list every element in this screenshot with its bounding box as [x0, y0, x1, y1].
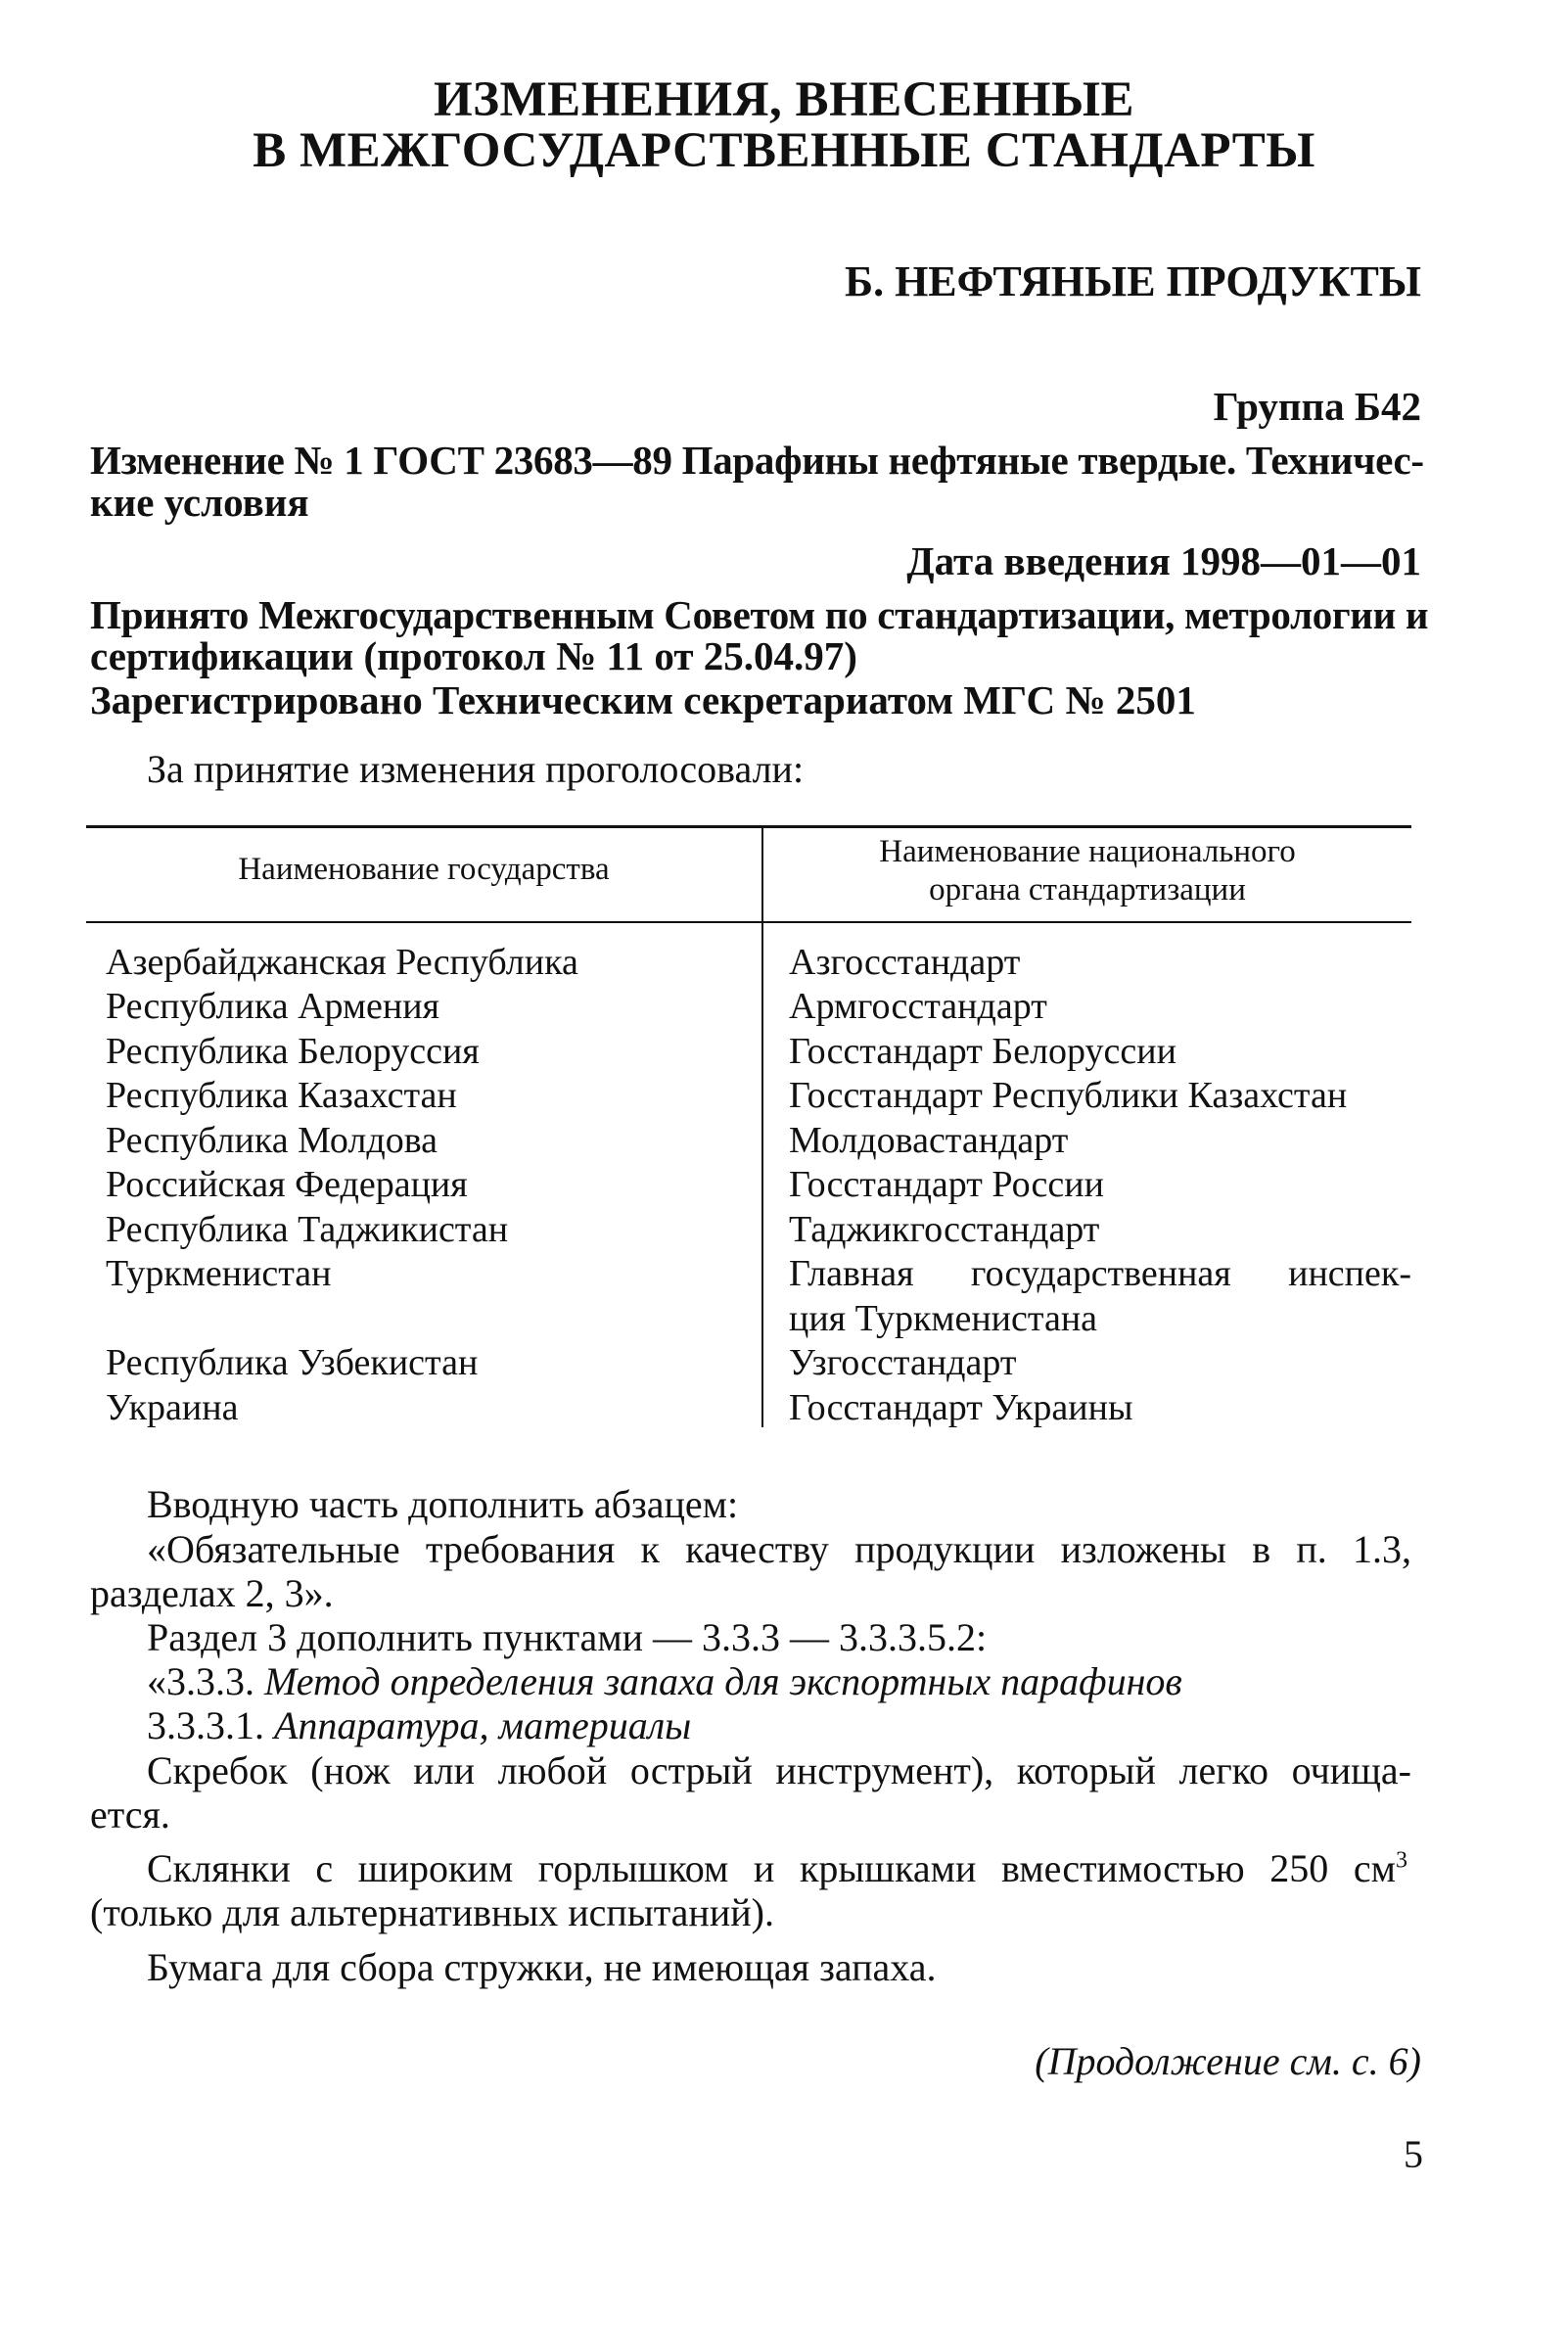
table-row-body: ция Туркменистана — [789, 1298, 1098, 1339]
table-row-body: Армгосстандарт — [789, 986, 1047, 1027]
table-row-body: Госстандарт Белоруссии — [789, 1031, 1176, 1072]
table-row-state: Российская Федерация — [106, 1164, 468, 1205]
clause-3-3-3 — [147, 1659, 1182, 1704]
table-row-state: Украина — [106, 1387, 239, 1428]
paragraph-jars-line2: (только для альтернативных испытаний). — [90, 1890, 774, 1934]
superscript-3: 3 — [1396, 1847, 1407, 1874]
table-header-state: Наименование государства — [238, 852, 610, 887]
document-title-line1: ИЗМЕНЕНИЯ, ВНЕСЕННЫЕ — [433, 72, 1135, 127]
table-row-body: Молдовастандарт — [789, 1120, 1069, 1161]
paragraph-intro-addition: Вводную часть дополнить абзацем: — [147, 1482, 739, 1526]
page-number: 5 — [1404, 2132, 1423, 2176]
group-code: Группа Б42 — [1213, 384, 1421, 429]
change-title-line2: кие условия — [90, 480, 309, 525]
table-row-body: Узгосстандарт — [789, 1342, 1017, 1383]
paragraph-jars-line1 — [147, 1846, 1411, 1891]
table-row-body: Госстандарт Республики Казахстан — [789, 1075, 1348, 1116]
clause-number: «3.3.3. — [147, 1659, 264, 1703]
registration-note: Зарегистрировано Техническим секретариатом МГС № 2501 — [90, 677, 1196, 722]
table-row-body: Таджикгосстандарт — [789, 1209, 1100, 1250]
voting-intro: За принятие изменения проголосовали: — [147, 747, 805, 791]
table-header-rule — [86, 921, 1411, 923]
adopted-line2: сертификации (протокол № 11 от 25.04.97) — [90, 633, 857, 678]
table-row-state: Республика Молдова — [106, 1120, 438, 1161]
table-row-state: Республика Армения — [106, 986, 440, 1027]
change-title-line1: Изменение № 1 ГОСТ 23683—89 Парафины нефтяные твердые. Техничес- — [90, 438, 1424, 483]
table-row-state: Республика Казахстан — [106, 1075, 457, 1116]
clause-3-3-3-1 — [147, 1703, 691, 1748]
table-header-body-line2: органа стандартизации — [929, 872, 1246, 907]
table-header-body-line1: Наименование национального — [879, 834, 1296, 869]
paragraph-scraper-line2: ется. — [90, 1792, 170, 1837]
jars-text: Склянки с широким горлышком и крышками вместимостью 250 см — [147, 1846, 1396, 1890]
table-row-body: Госстандарт Украины — [789, 1387, 1133, 1428]
paragraph-scraper-line1: Скребок (нож или любой острый инструмент), который легко очища- — [147, 1748, 1411, 1792]
clause-number: 3.3.3.1. — [147, 1703, 274, 1747]
section-heading: Б. НЕФТЯНЫЕ ПРОДУКТЫ — [844, 257, 1421, 305]
continuation-note: (Продолжение см. с. 6) — [1035, 2039, 1421, 2083]
clause-title: Аппаратура, материалы — [274, 1703, 692, 1747]
document-title-line2: В МЕЖГОСУДАРСТВЕННЫЕ СТАНДАРТЫ — [253, 123, 1315, 178]
table-row-body: Госстандарт России — [789, 1164, 1104, 1205]
table-top-rule — [86, 825, 1411, 828]
paragraph-paper: Бумага для сбора стружки, не имеющая запаха. — [147, 1945, 937, 1989]
table-row-state: Республика Белоруссия — [106, 1031, 480, 1072]
table-row-state: Республика Узбекистан — [106, 1342, 479, 1383]
table-row-state: Азербайджанская Республика — [106, 942, 578, 983]
paragraph-section-addition: Раздел 3 дополнить пунктами — 3.3.3 — 3.3.3.5.2: — [147, 1615, 988, 1659]
table-row-body: Главная государственная инспек- — [789, 1253, 1411, 1294]
adopted-line1: Принято Межгосударственным Советом по стандартизации, метрологии и — [90, 592, 1429, 637]
paragraph-requirements-line2: разделах 2, 3». — [90, 1571, 334, 1615]
paragraph-requirements-line1: «Обязательные требования к качеству продукции изложены в п. 1.3, — [147, 1527, 1411, 1571]
table-column-divider — [761, 825, 763, 1427]
table-row-state: Туркменистан — [106, 1253, 332, 1294]
introduction-date: Дата введения 1998—01—01 — [906, 538, 1421, 583]
table-row-body: Азгосстандарт — [789, 942, 1021, 983]
table-row-state: Республика Таджикистан — [106, 1209, 509, 1250]
clause-title: Метод определения запаха для экспортных парафинов — [264, 1659, 1182, 1703]
